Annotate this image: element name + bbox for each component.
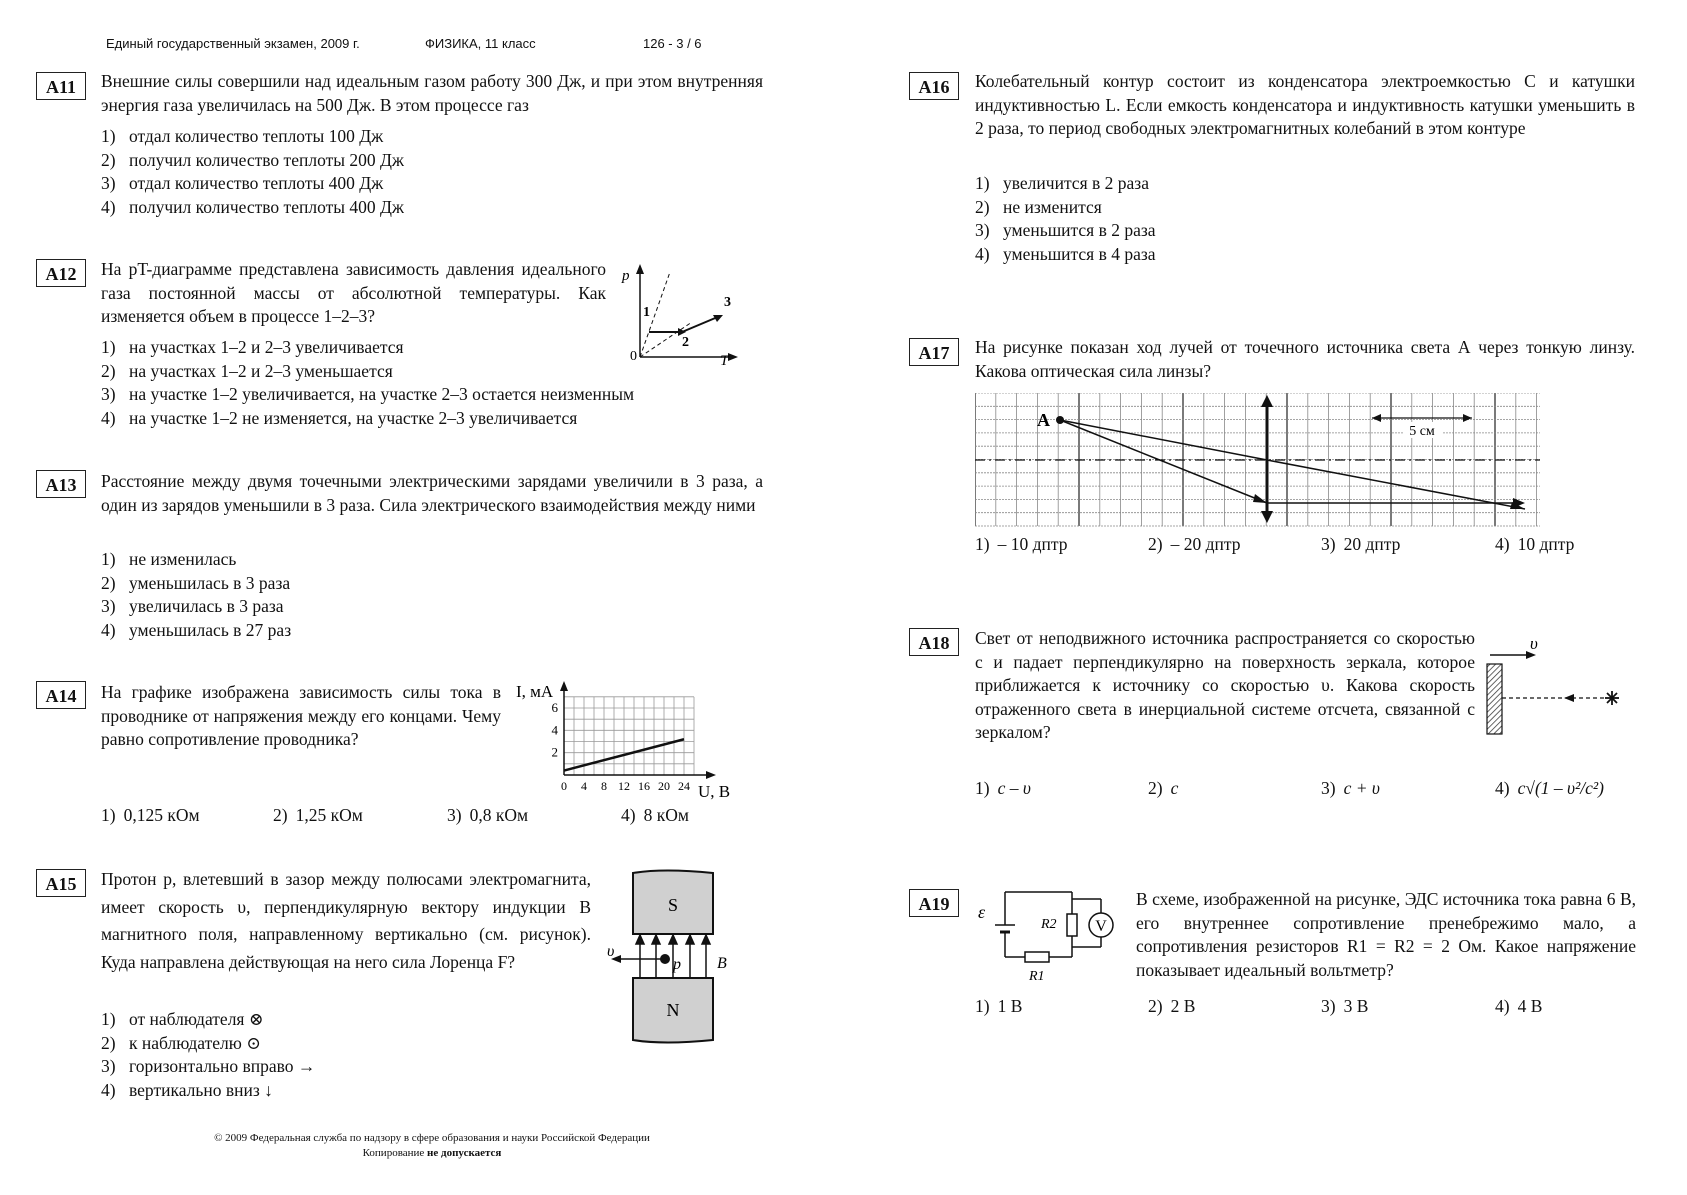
options-a16	[975, 172, 1156, 266]
option[interactable]: 3) на участке 1–2 увеличивается, на участке 2–3 остается неизменным	[101, 384, 635, 404]
mirror-velocity-label: υ	[1530, 634, 1538, 653]
point-2-label: 2	[682, 335, 689, 350]
x-tick-label: 8	[601, 779, 607, 793]
voltmeter-label: V	[1095, 918, 1107, 935]
x-tick-label: 4	[581, 779, 587, 793]
current-voltage-chart	[510, 678, 740, 800]
y-tick-label: 2	[551, 744, 558, 760]
options-a15	[101, 1008, 315, 1102]
option[interactable]: 4) 8 кОм	[621, 805, 689, 825]
mirror-figure	[1482, 632, 1622, 737]
exam-title: Единый государственный экзамен, 2009 г.	[106, 36, 360, 51]
option[interactable]: 3) 20 дптр	[1321, 534, 1401, 554]
question-id-a15: A15	[36, 869, 86, 897]
option[interactable]: 4) 10 дптр	[1495, 534, 1575, 554]
origin-label: 0	[630, 349, 637, 364]
axis-label-p: p	[622, 268, 630, 284]
y-tick-label: 6	[551, 700, 558, 715]
question-id-a14: A14	[36, 681, 86, 709]
x-axis-label: U, В	[698, 782, 731, 800]
option[interactable]: 2) c	[1148, 778, 1179, 798]
subject-title: ФИЗИКА, 11 класс	[425, 36, 536, 51]
question-text-a16: Колебательный контур состоит из конденсатора электроемкостью C и катушки индуктивностью L. Если емкость конденсатора и индуктивность катушки уменьшить в 2 раза, то период свободных электромагнитных колебаний в этом контуре	[975, 71, 1635, 138]
question-text-a13: Расстояние между двумя точечными электрическими зарядами увеличили в 3 раза, а один из зарядов уменьшили в 3 раза. Сила электрического взаимодействия между ними	[101, 471, 763, 515]
option[interactable]: 2) не изменится	[975, 196, 1102, 217]
x-tick-label: 12	[618, 779, 630, 793]
r2-label: R2	[1041, 917, 1057, 932]
option[interactable]: 3) 3 В	[1321, 996, 1369, 1016]
option[interactable]: 1) не изменилась	[101, 549, 237, 569]
option[interactable]: 1) увеличится в 2 раза	[975, 173, 1149, 193]
page-number: 126 - 3 / 6	[643, 36, 702, 51]
option[interactable]: 2) к наблюдателю ⊙	[101, 1032, 261, 1053]
electromagnet-figure	[605, 868, 745, 1048]
option[interactable]: 1) от наблюдателя ⊗	[101, 1009, 264, 1029]
option[interactable]: 2) 1,25 кОм	[273, 805, 363, 825]
velocity-label: υ	[607, 943, 615, 960]
question-text-a18: Свет от неподвижного источника распространяется со скоростью c и падает перпендикулярно на поверхность зеркала, которое приближается к источнику со скоростью υ. Какова скорость отраженного света в инерциальной системе отсчета, связанной с зеркалом?	[975, 628, 1475, 742]
question-text-a19: В схеме, изображенной на рисунке, ЭДС источника тока равна 6 В, его внутреннее сопротивление пренебрежимо мало, а сопротивления резисторов R1 = R2 = 2 Ом. Какое напряжение показывает идеальный вольтметр?	[1136, 889, 1636, 980]
options-a13	[101, 548, 291, 642]
option[interactable]: 4) на участке 1–2 не изменяется, на участке 2–3 увеличивается	[101, 407, 578, 428]
question-text-a14: На графике изображена зависимость силы тока в проводнике от напряжения между его концами. Чему равно сопротивление проводника?	[101, 682, 501, 749]
question-id-a17: A17	[909, 338, 959, 366]
r1-label: R1	[1029, 969, 1045, 983]
option[interactable]: 2) на участках 1–2 и 2–3 уменьшается	[101, 360, 393, 381]
point-3-label: 3	[724, 295, 731, 310]
option[interactable]: 3) горизонтально вправо →	[101, 1056, 316, 1076]
question-id-a18: A18	[909, 628, 959, 656]
option[interactable]: 3) отдал количество теплоты 400 Дж	[101, 173, 384, 193]
option[interactable]: 3) 0,8 кОм	[447, 805, 529, 825]
option[interactable]: 3) c + υ	[1321, 778, 1380, 798]
options-a11	[101, 125, 404, 219]
question-text-a12: На pT-диаграмме представлена зависимость давления идеального газа постоянной массы от абсолютной температуры. Как изменяется объем в процессе 1–2–3?	[101, 259, 606, 326]
field-label: B	[717, 955, 727, 972]
option[interactable]: 2) – 20 дптр	[1148, 534, 1241, 554]
pt-diagram	[620, 262, 740, 367]
option[interactable]: 1) c – υ	[975, 778, 1031, 798]
point-1-label: 1	[643, 305, 650, 320]
option[interactable]: 4) c√(1 – υ²/c²)	[1495, 778, 1605, 798]
option[interactable]: 3) увеличилась в 3 раза	[101, 596, 284, 616]
lens-ray-diagram	[975, 393, 1550, 528]
emf-label: ε	[978, 902, 986, 922]
option[interactable]: 1) на участках 1–2 и 2–3 увеличивается	[101, 337, 404, 357]
option[interactable]: 2) получил количество теплоты 200 Дж	[101, 149, 405, 170]
y-tick-label: 4	[551, 722, 558, 738]
question-id-a19: A19	[909, 889, 959, 917]
option[interactable]: 1) – 10 дптр	[975, 534, 1068, 554]
scale-label: 5 см	[1409, 424, 1435, 439]
option[interactable]: 4) вертикально вниз ↓	[101, 1079, 273, 1100]
footer-copy-notice: Копирование не допускается	[362, 1147, 502, 1159]
option[interactable]: 4) уменьшится в 4 раза	[975, 243, 1156, 264]
options-a12	[101, 336, 634, 430]
question-text-a11: Внешние силы совершили над идеальным газом работу 300 Дж, и при этом внутренняя энергия газа увеличилась на 500 Дж. В этом процессе газ	[101, 71, 763, 115]
question-id-a13: A13	[36, 470, 86, 498]
x-tick-label: 16	[638, 779, 650, 793]
option[interactable]: 4) получил количество теплоты 400 Дж	[101, 196, 405, 217]
axis-label-t: T	[720, 353, 729, 367]
option[interactable]: 1) 1 В	[975, 996, 1023, 1016]
proton-label: p	[673, 956, 681, 973]
x-tick-label: 20	[658, 779, 670, 793]
option[interactable]: 3) уменьшится в 2 раза	[975, 220, 1156, 240]
option[interactable]: 4) 4 В	[1495, 996, 1543, 1016]
question-id-a12: A12	[36, 259, 86, 287]
question-text-a17: На рисунке показан ход лучей от точечного источника света А через тонкую линзу. Какова оптическая сила линзы?	[975, 337, 1635, 381]
option[interactable]: 1) отдал количество теплоты 100 Дж	[101, 126, 384, 146]
footer-copyright: © 2009 Федеральная служба по надзору в сфере образования и науки Российской Федерации	[214, 1132, 650, 1144]
x-tick-label: 24	[678, 779, 690, 793]
question-id-a11: A11	[36, 72, 86, 100]
circuit-diagram	[975, 885, 1125, 983]
option[interactable]: 4) уменьшилась в 27 раз	[101, 619, 292, 640]
x-tick-label: 0	[561, 779, 567, 793]
pole-n-label: N	[666, 1000, 680, 1020]
question-id-a16: A16	[909, 72, 959, 100]
y-axis-label: I, мА	[516, 682, 554, 701]
pole-s-label: S	[667, 895, 679, 915]
option[interactable]: 2) 2 В	[1148, 996, 1196, 1016]
question-text-a15: Протон p, влетевший в зазор между полюсами электромагнита, имеет скорость υ, перпендикулярную вектору индукции B магнитного поля, направленному вертикально (см. рисунок). Куда направлена действующая на него сила Лоренца F?	[101, 869, 591, 972]
option[interactable]: 2) уменьшилась в 3 раза	[101, 572, 291, 593]
option[interactable]: 1) 0,125 кОм	[101, 805, 200, 825]
source-a-label: A	[1037, 410, 1050, 430]
